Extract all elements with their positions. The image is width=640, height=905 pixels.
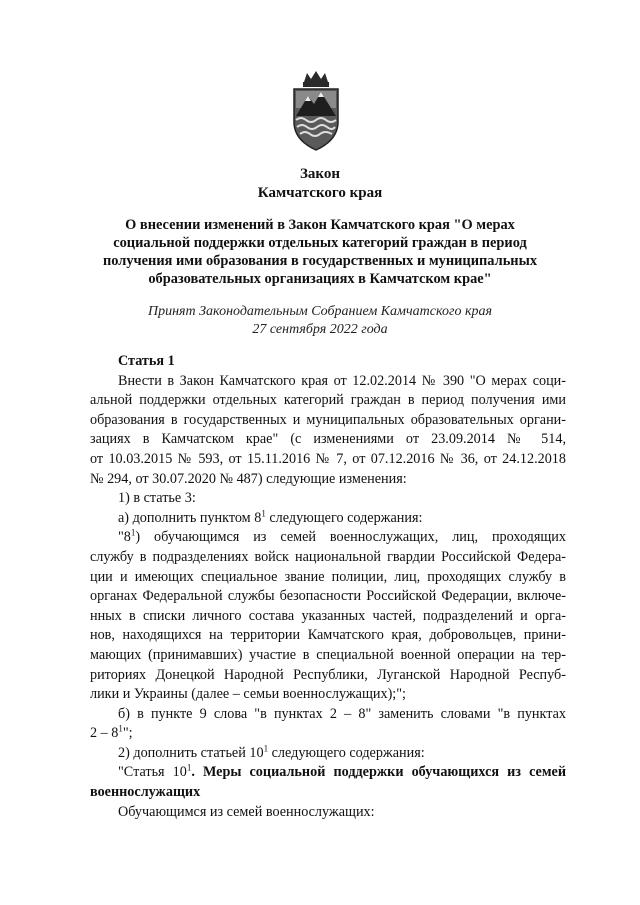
adoption-note: Принят Законодательным Собранием Камчатского края <box>147 304 493 319</box>
law-title-line: образовательных организациях в Камчатском крае" <box>148 271 492 287</box>
paragraph-line: Обучающимся из семей военнослужащих: <box>118 803 375 820</box>
paragraph-line: альной поддержки отдельных категорий граждан в период получения ими <box>90 392 566 409</box>
quote-line: лики и Украины (далее – семьи военнослужащих);"; <box>90 686 406 703</box>
list-item <box>90 744 566 764</box>
new-article-number: "Статья 10 <box>118 764 187 781</box>
list-item: 1) в статье 3: <box>118 490 196 507</box>
quote-text: ) обучающимся из семей военнослужащих, лиц, проходящих <box>135 529 566 546</box>
law-title-line: получения ими образования в государственных и муниципальных <box>102 253 538 269</box>
quote-text: "8 <box>118 529 131 546</box>
law-title-line: социальной поддержки отдельных категорий граждан в период <box>113 235 527 251</box>
item-text: следующего содержания: <box>265 509 423 526</box>
quote-line: службу в подразделениях войск национальной гвардии Российской Федера- <box>90 548 566 565</box>
superscript: 1 <box>186 762 192 773</box>
paragraph-line: № 294, от 30.07.2020 № 487) следующие изменения: <box>90 470 407 487</box>
superscript: 1 <box>263 743 269 754</box>
paragraph-line: от 10.03.2015 № 593, от 15.11.2016 № 7, от 07.12.2016 № 36, от 24.12.2018 <box>90 450 566 467</box>
new-article-heading <box>90 763 566 783</box>
document-region: Камчатского края <box>257 185 383 201</box>
article-body <box>90 352 566 822</box>
item-text: а) дополнить пунктом 8 <box>118 509 262 526</box>
item-text: следующего содержания: <box>268 744 425 761</box>
item-text: 2) дополнить статьей 10 <box>118 744 264 761</box>
superscript: 1 <box>118 723 123 734</box>
quote-line <box>90 528 566 548</box>
item-text: "; <box>122 725 133 742</box>
new-article-title: . Меры социальной поддержки обучающихся из семей <box>191 764 566 781</box>
quote-line: мающих (принимавших) участие в специальной военной операции на тер- <box>90 646 566 663</box>
kamchatka-coat-of-arms-icon <box>287 70 345 152</box>
paragraph-line: образования в государственных и муниципальных образовательных органи- <box>90 411 566 428</box>
list-item: б) в пункте 9 слова "в пунктах 2 – 8" заменить словами "в пунктах <box>118 705 566 722</box>
quote-line: нов, находящихся на территории Камчатского края, добровольцев, прини- <box>90 627 566 644</box>
paragraph-line: зациях в Камчатском крае" (с изменениями от 23.09.2014 № 514, <box>90 431 566 448</box>
quote-line: нных в списки личного состава указанных частей, подразделений и орга- <box>90 607 566 624</box>
quote-line: ции и имеющих специальное звание полиции, лиц, проходящих службу в <box>90 568 566 585</box>
law-title-line: О внесении изменений в Закон Камчатского края "О мерах <box>125 217 515 233</box>
article-heading: Статья 1 <box>118 353 175 369</box>
new-article-title-cont: военнослужащих <box>90 784 201 801</box>
quote-line: риториях Донецкой Народной Республики, Луганской Народной Респуб- <box>90 666 566 683</box>
superscript: 1 <box>261 508 266 519</box>
document-title: Закон <box>299 166 340 182</box>
list-item <box>90 509 566 529</box>
item-text: 2 – 8 <box>90 725 119 742</box>
paragraph-line: Внести в Закон Камчатского края от 12.02.2014 № 390 "О мерах соци- <box>118 372 566 389</box>
superscript: 1 <box>130 527 136 538</box>
adoption-date: 27 сентября 2022 года <box>252 322 388 337</box>
quote-line: органах Федеральной службы безопасности Российской Федерации, включе- <box>90 588 566 605</box>
list-item <box>90 724 566 744</box>
